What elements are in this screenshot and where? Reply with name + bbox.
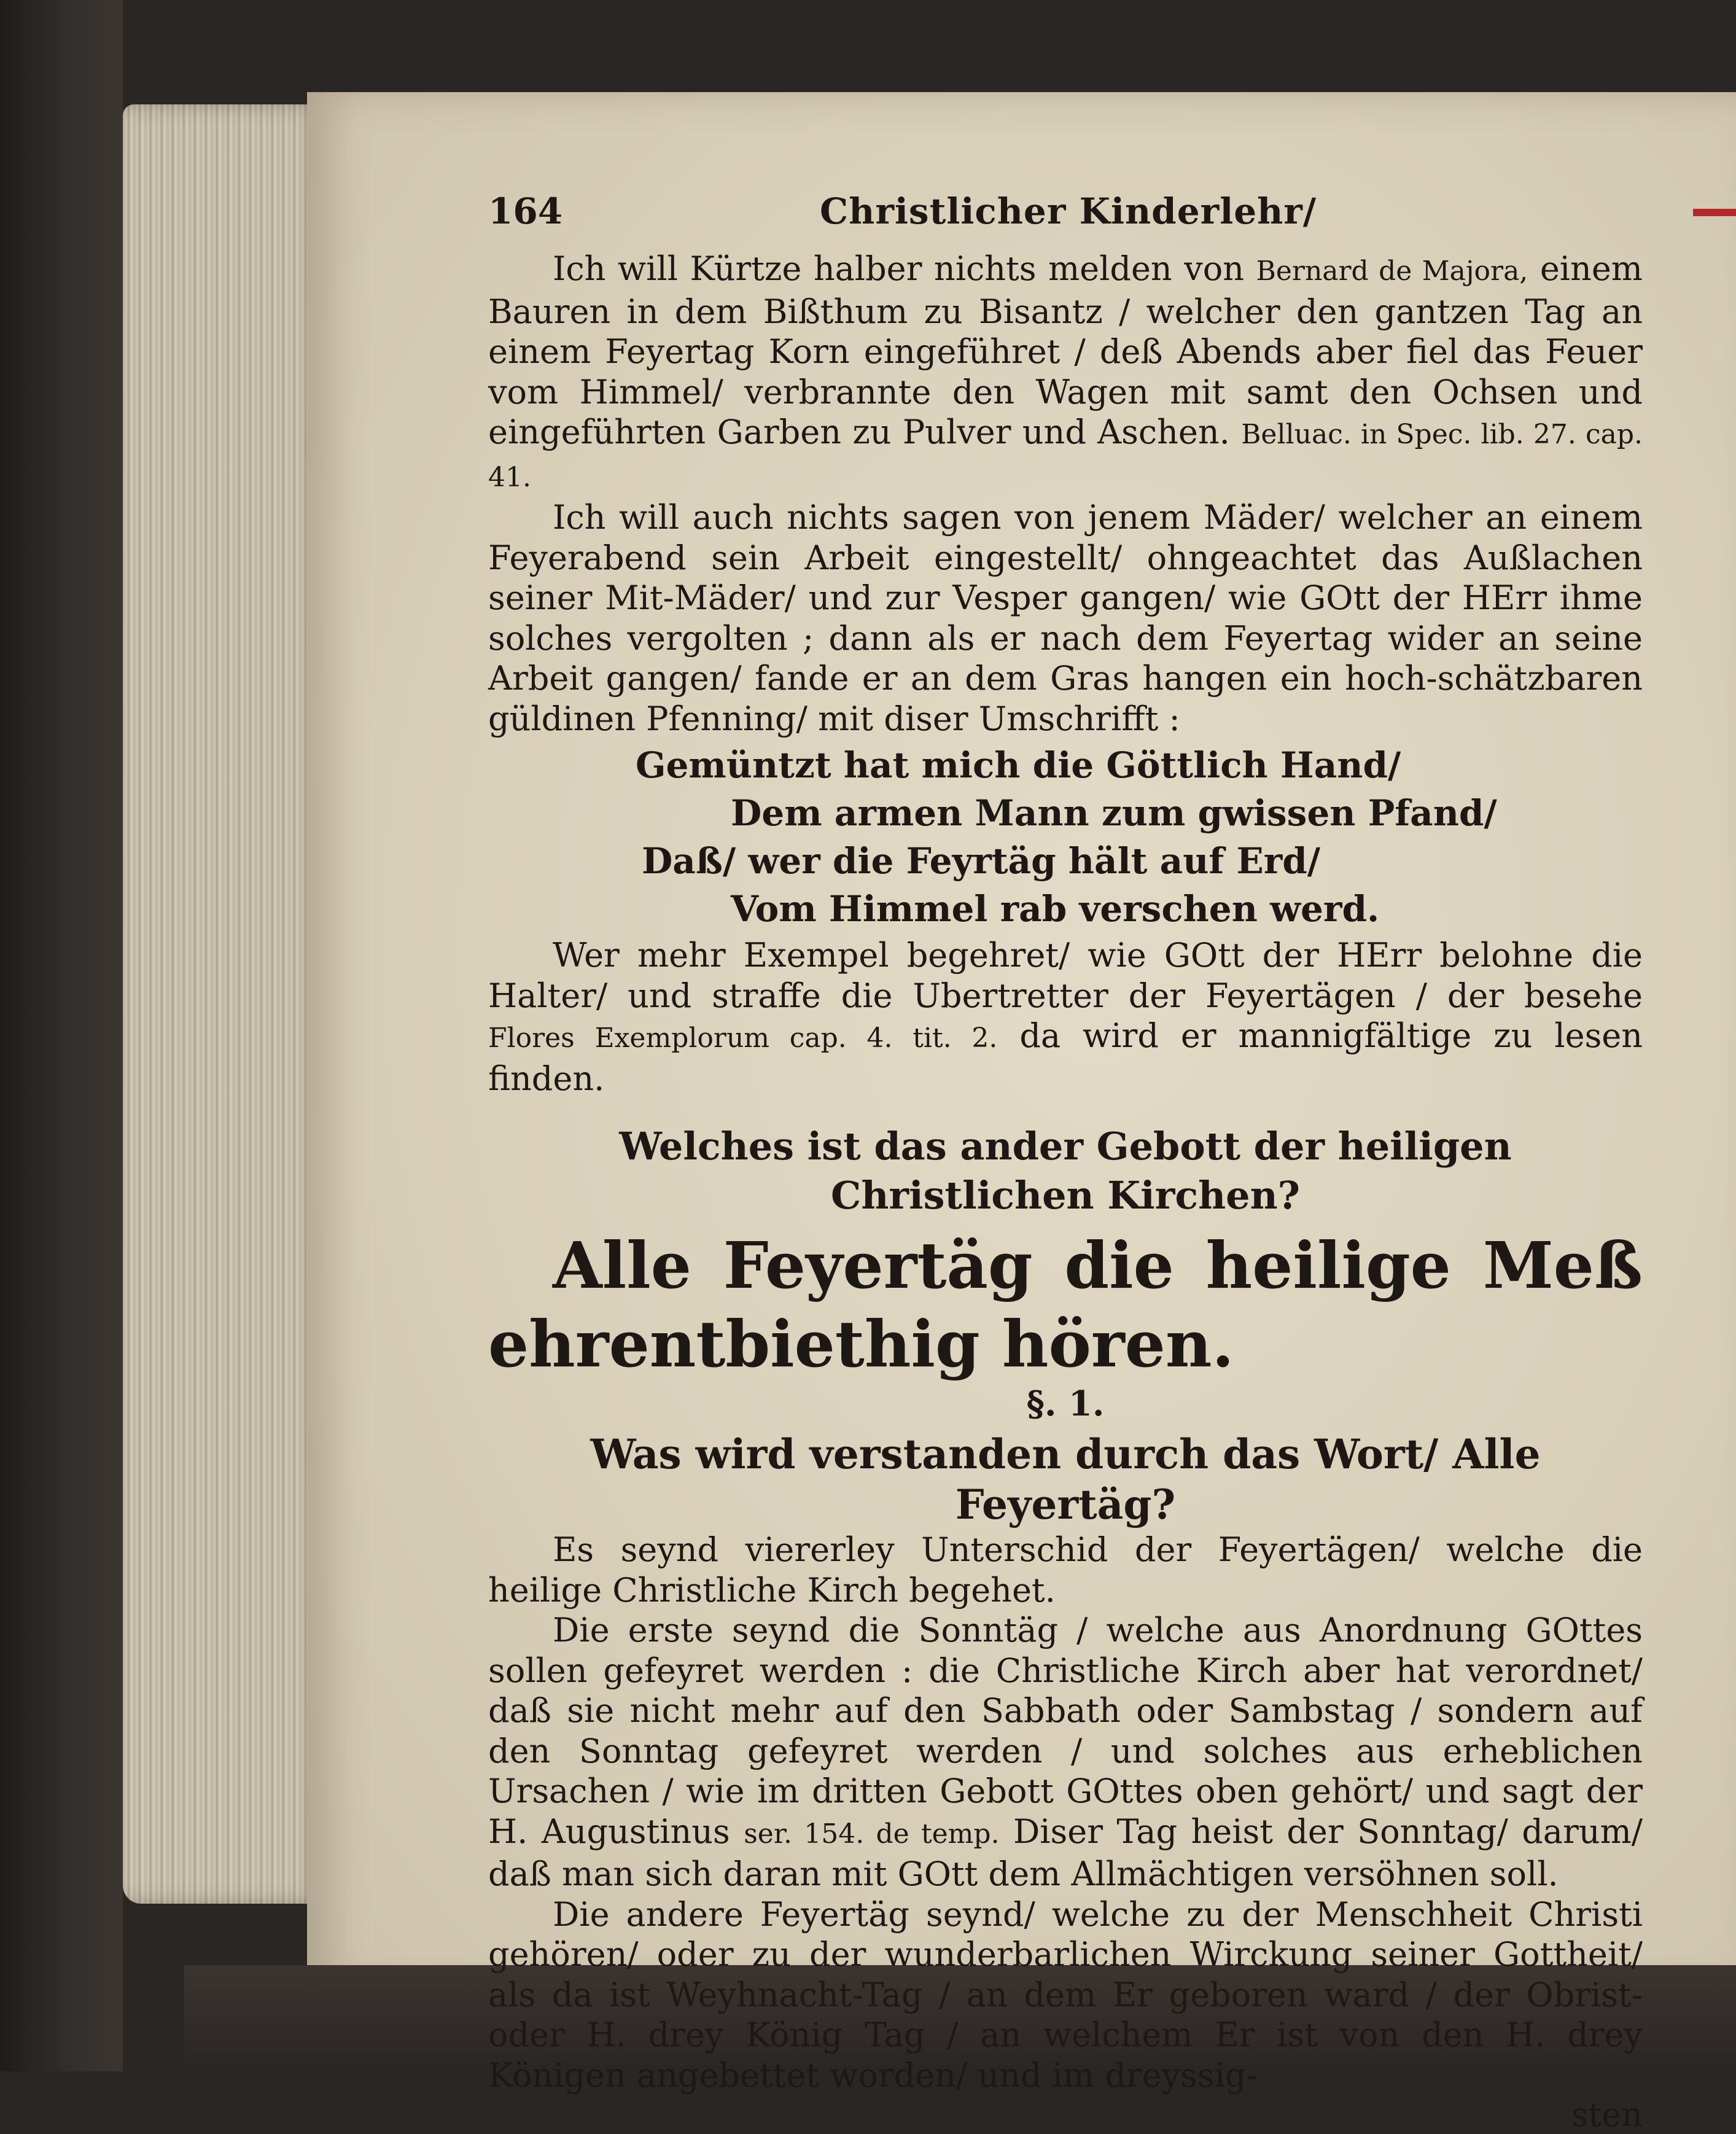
paragraph-3: Wer mehr Exempel begehret/ wie GOtt der HErr belohne die Halter/ und straffe die Ubertretter der Feyertägen / der besehe Flores Exemplorum cap. 4. tit. 2. da wird er mannigfältige zu lesen finden. [488, 936, 1643, 1098]
paragraph-5: Die erste seynd die Sonntäg / welche aus Anordnung GOttes sollen gefeyret werden : die Christliche Kirch aber hat verordnet/ daß sie nicht mehr auf den Sabbath oder Sambstag / sondern auf den Sonntag gefeyret werden / und solches aus erheblichen Ursachen / wie im dritten Gebott GOttes oben gehört/ und sagt der H. Augustinus ser. 154. de temp. Diser Tag heist der Sonntag/ darum/ daß man sich daran mit GOtt dem Allmächtigen versöhnen soll. [488, 1611, 1643, 1893]
citation: Belluac. in Spec. lib. 27. cap. 41. [488, 419, 1643, 493]
paragraph-2: Ich will auch nichts sagen von jenem Mäder/ welcher an einem Feyerabend sein Arbeit eingestellt/ ohngeachtet das Außlachen seiner Mit-Mäder/ und zur Vesper gangen/ wie GOtt der HErr ihme solches vergolten ; dann als er nach dem Feyertag wider an seine Arbeit gangen/ fande er an dem Gras hangen ein hoch-schätzbaren güldinen Pfenning/ mit diser Umschrifft : [488, 498, 1643, 738]
catechism-question: Welches ist das ander Gebott der heiligen Christlichen Kirchen? [619, 1124, 1512, 1218]
verse-line: Daß/ wer die Feyrtäg hält auf Erd/ [642, 840, 1321, 882]
sub-question: Was wird verstanden durch das Wort/ Alle Feyertäg? [590, 1430, 1541, 1528]
paragraph-6: Die andere Feyertäg seynd/ welche zu der Menschheit Christi gehören/ oder zu der wunderbarlichen Wirckung seiner Gottheit/ als da ist Weyhnacht-Tag / an dem Er geboren ward / der Obrist-oder H. drey König Tag / an welchem Er ist von den H. drey Königen angebettet worden/ und im dreyssig- [488, 1895, 1643, 2095]
ribbon-marker [1693, 209, 1736, 216]
paragraph-4: Es seynd viererley Unterschid der Feyertägen/ welche die heilige Christliche Kirch begehet. [488, 1530, 1643, 1610]
catechism-answer: Alle Feyertäg die heilige Meß ehrentbiethig hören. [488, 1228, 1643, 1382]
paragraph-1: Ich will Kürtze halber nichts melden von Bernard de Majora, einem Bauren in dem Bißthum zu Bisantz / welcher den gantzen Tag an einem Feyertag Korn eingeführet / deß Abends aber fiel das Feuer vom Himmel/ verbrannte den Wagen mit samt den Ochsen und eingeführten Garben zu Pulver und Aschen. Belluac. in Spec. lib. 27. cap. 41. [488, 249, 1643, 493]
coin-inscription [488, 741, 1643, 933]
page-header [488, 184, 1643, 249]
section-mark: §. 1. [1026, 1384, 1105, 1424]
page-text [488, 184, 1643, 2133]
running-head: Christlicher Kinderlehr/ [820, 190, 1317, 232]
page-number: 164 [488, 190, 563, 232]
verse-line: Dem armen Mann zum gwissen Pfand/ [731, 792, 1497, 834]
scan-background [0, 0, 123, 2071]
page-edges [123, 104, 325, 1904]
catchword: sten [1571, 2095, 1643, 2134]
verse-line: Vom Himmel rab verschen werd. [731, 888, 1380, 930]
verse-line: Gemüntzt hat mich die Göttlich Hand/ [636, 744, 1401, 786]
